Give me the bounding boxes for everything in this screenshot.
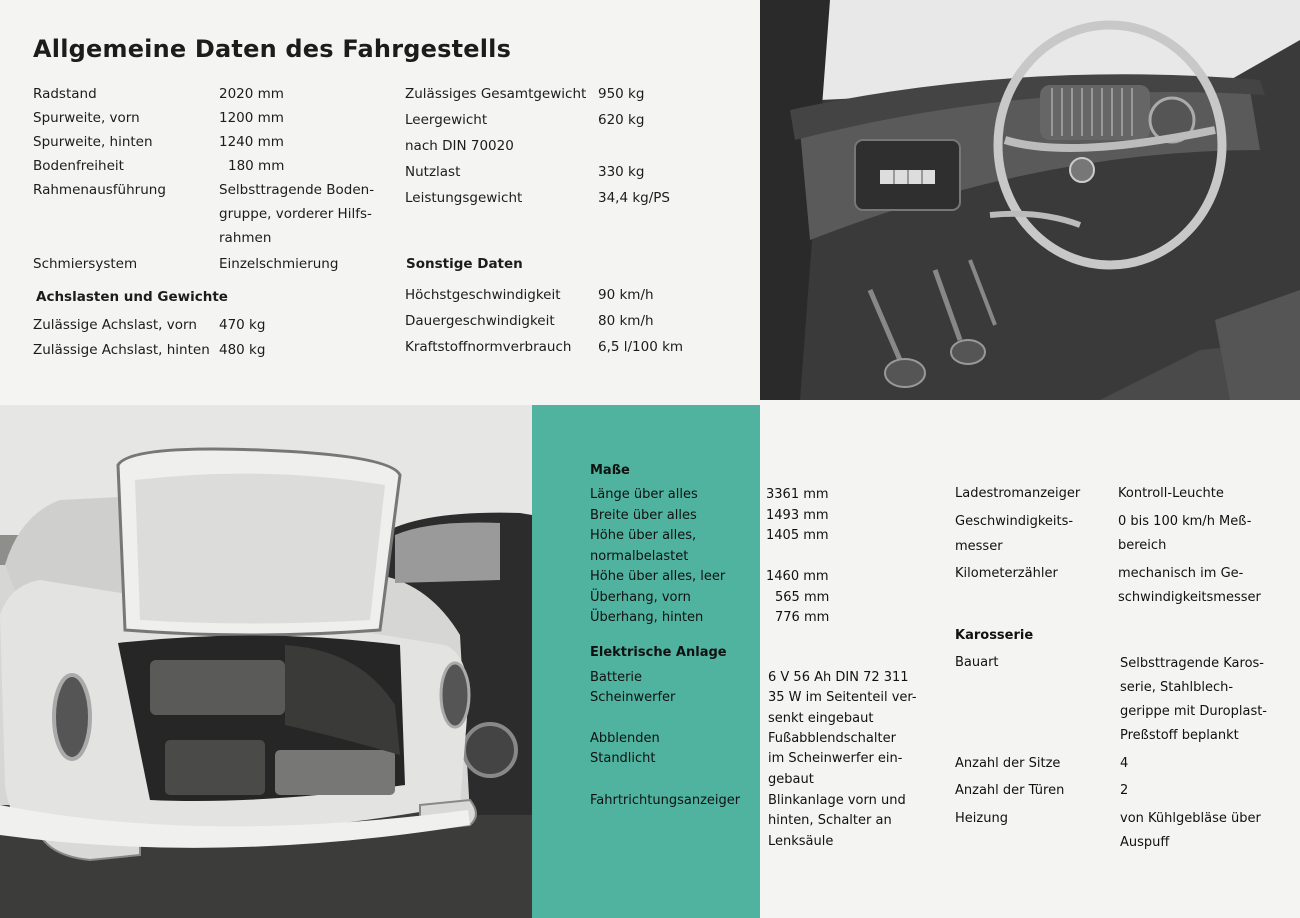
- other-value: 80 km/h: [598, 313, 654, 329]
- chassis-value-line: Selbsttragende Boden-: [219, 182, 375, 198]
- instrument-value: schwindigkeitsmesser: [1118, 590, 1261, 605]
- other-label: Kraftstoffnormverbrauch: [405, 339, 572, 355]
- chassis-label: Bodenfreiheit: [33, 158, 124, 174]
- instrument-value: Kontroll-Leuchte: [1118, 486, 1224, 501]
- karosserie-label: Heizung: [955, 811, 1008, 826]
- masse-label: Höhe über alles,: [590, 528, 697, 543]
- chassis-value: Einzelschmierung: [219, 256, 339, 272]
- karosserie-value-line: von Kühlgebläse über: [1120, 811, 1261, 826]
- other-label: Dauergeschwindigkeit: [405, 313, 555, 329]
- elektrik-value: Lenksäule: [768, 834, 834, 849]
- masse-value: 1493 mm: [766, 508, 829, 523]
- weight-value: 330 kg: [598, 164, 645, 180]
- karosserie-label: Anzahl der Türen: [955, 783, 1065, 798]
- chassis-label: Spurweite, vorn: [33, 110, 140, 126]
- weight-value: 620 kg: [598, 112, 645, 128]
- masse-value: 3361 mm: [766, 487, 829, 502]
- axle-value: 480 kg: [219, 342, 266, 358]
- weight-label: nach DIN 70020: [405, 138, 514, 154]
- karosserie-value-line: Auspuff: [1120, 835, 1170, 850]
- section-heading: Achslasten und Gewichte: [36, 289, 228, 305]
- chassis-label: Rahmenausführung: [33, 182, 166, 198]
- chassis-label: Schmiersystem: [33, 256, 138, 272]
- karosserie-label: Anzahl der Sitze: [955, 756, 1061, 771]
- chassis-label: Radstand: [33, 86, 97, 102]
- karosserie-value: 2: [1120, 783, 1129, 798]
- section-heading: Elektrische Anlage: [590, 645, 727, 660]
- weight-label: Nutzlast: [405, 164, 461, 180]
- elektrik-value: 6 V 56 Ah DIN 72 311: [768, 670, 909, 685]
- elektrik-label: Standlicht: [590, 751, 656, 766]
- weight-value: 34,4 kg/PS: [598, 190, 670, 206]
- elektrik-label: Scheinwerfer: [590, 690, 676, 705]
- elektrik-label: Abblenden: [590, 731, 660, 746]
- other-value: 6,5 l/100 km: [598, 339, 684, 355]
- masse-label: Breite über alles: [590, 508, 697, 523]
- karosserie-value-line: serie, Stahlblech-: [1120, 680, 1234, 695]
- elektrik-value: hinten, Schalter an: [768, 813, 892, 828]
- instrument-value: mechanisch im Ge-: [1118, 566, 1244, 581]
- chassis-value: 180 mm: [228, 158, 285, 174]
- chassis-value-line: gruppe, vorderer Hilfs-: [219, 206, 372, 222]
- masse-label: Länge über alles: [590, 487, 698, 502]
- axle-label: Zulässige Achslast, vorn: [33, 317, 197, 333]
- instrument-label: Geschwindigkeits-: [955, 514, 1074, 529]
- axle-value: 470 kg: [219, 317, 266, 333]
- page-title: Allgemeine Daten des Fahrgestells: [33, 35, 512, 63]
- karosserie-value-line: gerippe mit Duroplast-: [1120, 704, 1267, 719]
- masse-value: 565 mm: [775, 590, 830, 605]
- masse-value: 776 mm: [775, 610, 830, 625]
- other-value: 90 km/h: [598, 287, 654, 303]
- masse-value: 1460 mm: [766, 569, 829, 584]
- karosserie-label: Bauart: [955, 655, 999, 670]
- elektrik-value: im Scheinwerfer ein-: [768, 751, 903, 766]
- weight-value: 950 kg: [598, 86, 645, 102]
- weight-label: Zulässiges Gesamtgewicht: [405, 86, 587, 102]
- elektrik-value: Fußabblendschalter: [768, 731, 896, 746]
- weight-label: Leistungsgewicht: [405, 190, 523, 206]
- chassis-value-line: rahmen: [219, 230, 272, 246]
- instrument-label: Ladestromanzeiger: [955, 486, 1081, 501]
- section-heading: Karosserie: [955, 628, 1034, 643]
- elektrik-value: Blinkanlage vorn und: [768, 793, 906, 808]
- section-heading: Sonstige Daten: [406, 256, 523, 272]
- other-label: Höchstgeschwindigkeit: [405, 287, 561, 303]
- masse-label: normalbelastet: [590, 549, 689, 564]
- karosserie-value: 4: [1120, 756, 1129, 771]
- masse-label: Überhang, hinten: [590, 610, 704, 625]
- elektrik-value: senkt eingebaut: [768, 711, 874, 726]
- instrument-label: messer: [955, 539, 1003, 554]
- karosserie-value-line: Selbsttragende Karos-: [1120, 656, 1265, 671]
- instrument-value: 0 bis 100 km/h Meß-: [1118, 514, 1252, 529]
- axle-label: Zulässige Achslast, hinten: [33, 342, 210, 358]
- instrument-label: Kilometerzähler: [955, 566, 1058, 581]
- elektrik-value: 35 W im Seitenteil ver-: [768, 690, 917, 705]
- chassis-value: 1200 mm: [219, 110, 284, 126]
- dashboard-photo: [760, 0, 1300, 400]
- chassis-label: Spurweite, hinten: [33, 134, 153, 150]
- chassis-value: 2020 mm: [219, 86, 284, 102]
- chassis-value: 1240 mm: [219, 134, 284, 150]
- open-trunk-photo: [0, 405, 532, 918]
- elektrik-value: gebaut: [768, 772, 814, 787]
- masse-value: 1405 mm: [766, 528, 829, 543]
- weight-label: Leergewicht: [405, 112, 488, 128]
- elektrik-label: Fahrtrichtungsanzeiger: [590, 793, 741, 808]
- masse-label: Überhang, vorn: [590, 590, 691, 605]
- karosserie-value-line: Preßstoff beplankt: [1120, 728, 1239, 743]
- instrument-value: bereich: [1118, 538, 1167, 553]
- section-heading: Maße: [590, 463, 630, 478]
- masse-label: Höhe über alles, leer: [590, 569, 726, 584]
- elektrik-label: Batterie: [590, 670, 643, 685]
